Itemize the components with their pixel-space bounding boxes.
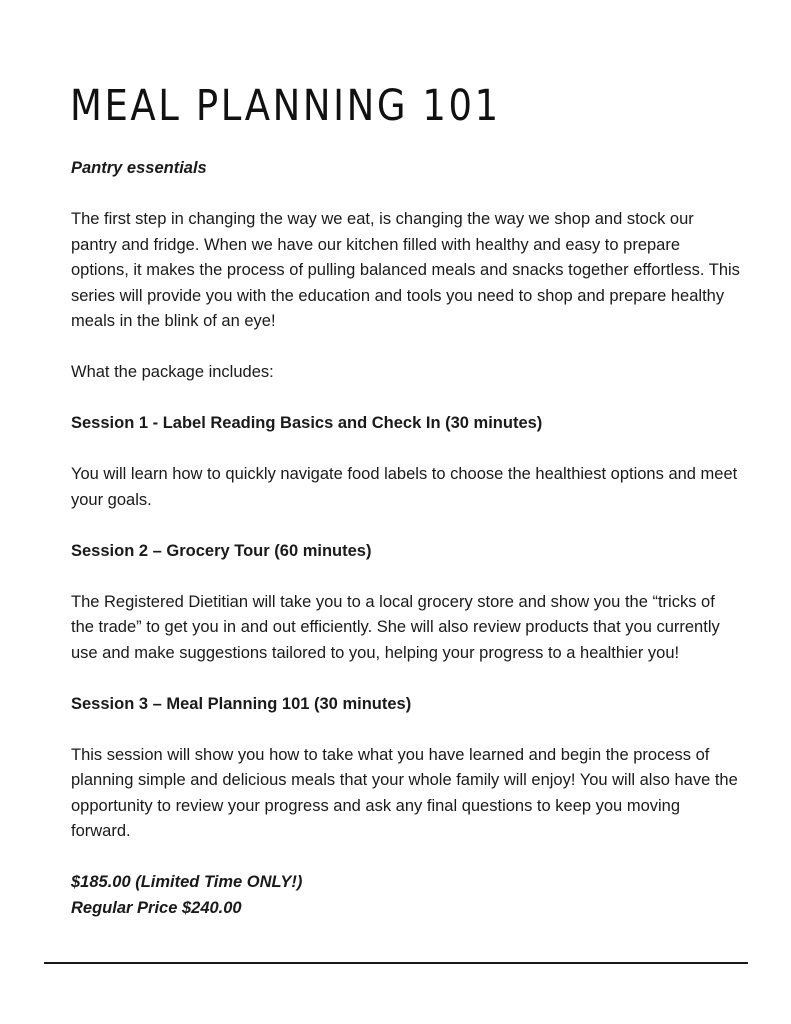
- subtitle: Pantry essentials: [71, 159, 207, 177]
- page-title: MEAL PLANNING 101: [70, 81, 501, 131]
- document-body: [71, 156, 741, 947]
- session-2-description: The Registered Dietitian will take you to a local grocery store and show you the “tricks of the trade” to get you in and out efficiently. She will also review products that you currently use and make suggestions tailored to you, helping your progress to a healthier you!: [71, 592, 720, 662]
- price-offer: $185.00 (Limited Time ONLY!): [71, 873, 303, 891]
- intro-paragraph: The first step in changing the way we eat, is changing the way we shop and stock our pantry and fridge. When we have our kitchen filled with healthy and easy to prepare options, it makes the process of pulling balanced meals and snacks together effortless. This series will provide you with the education and tools you need to shop and prepare healthy meals in the blink of an eye!: [71, 210, 740, 330]
- price-block: [71, 870, 741, 921]
- session-3-title: Session 3 – Meal Planning 101 (30 minutes): [71, 694, 412, 713]
- price-regular: Regular Price $240.00: [71, 898, 242, 917]
- bottom-divider: [44, 962, 748, 964]
- session-2-title: Session 2 – Grocery Tour (60 minutes): [71, 541, 372, 560]
- session-3-description: This session will show you how to take what you have learned and begin the process of planning simple and delicious meals that your whole family will enjoy! You will also have the opportunity to review your progress and ask any final questions to keep you moving forward.: [71, 745, 738, 840]
- session-1-title: Session 1 - Label Reading Basics and Check In (30 minutes): [71, 414, 543, 432]
- session-1-description: You will learn how to quickly navigate food labels to choose the healthiest options and meet your goals.: [71, 465, 738, 509]
- package-intro: What the package includes:: [71, 363, 274, 381]
